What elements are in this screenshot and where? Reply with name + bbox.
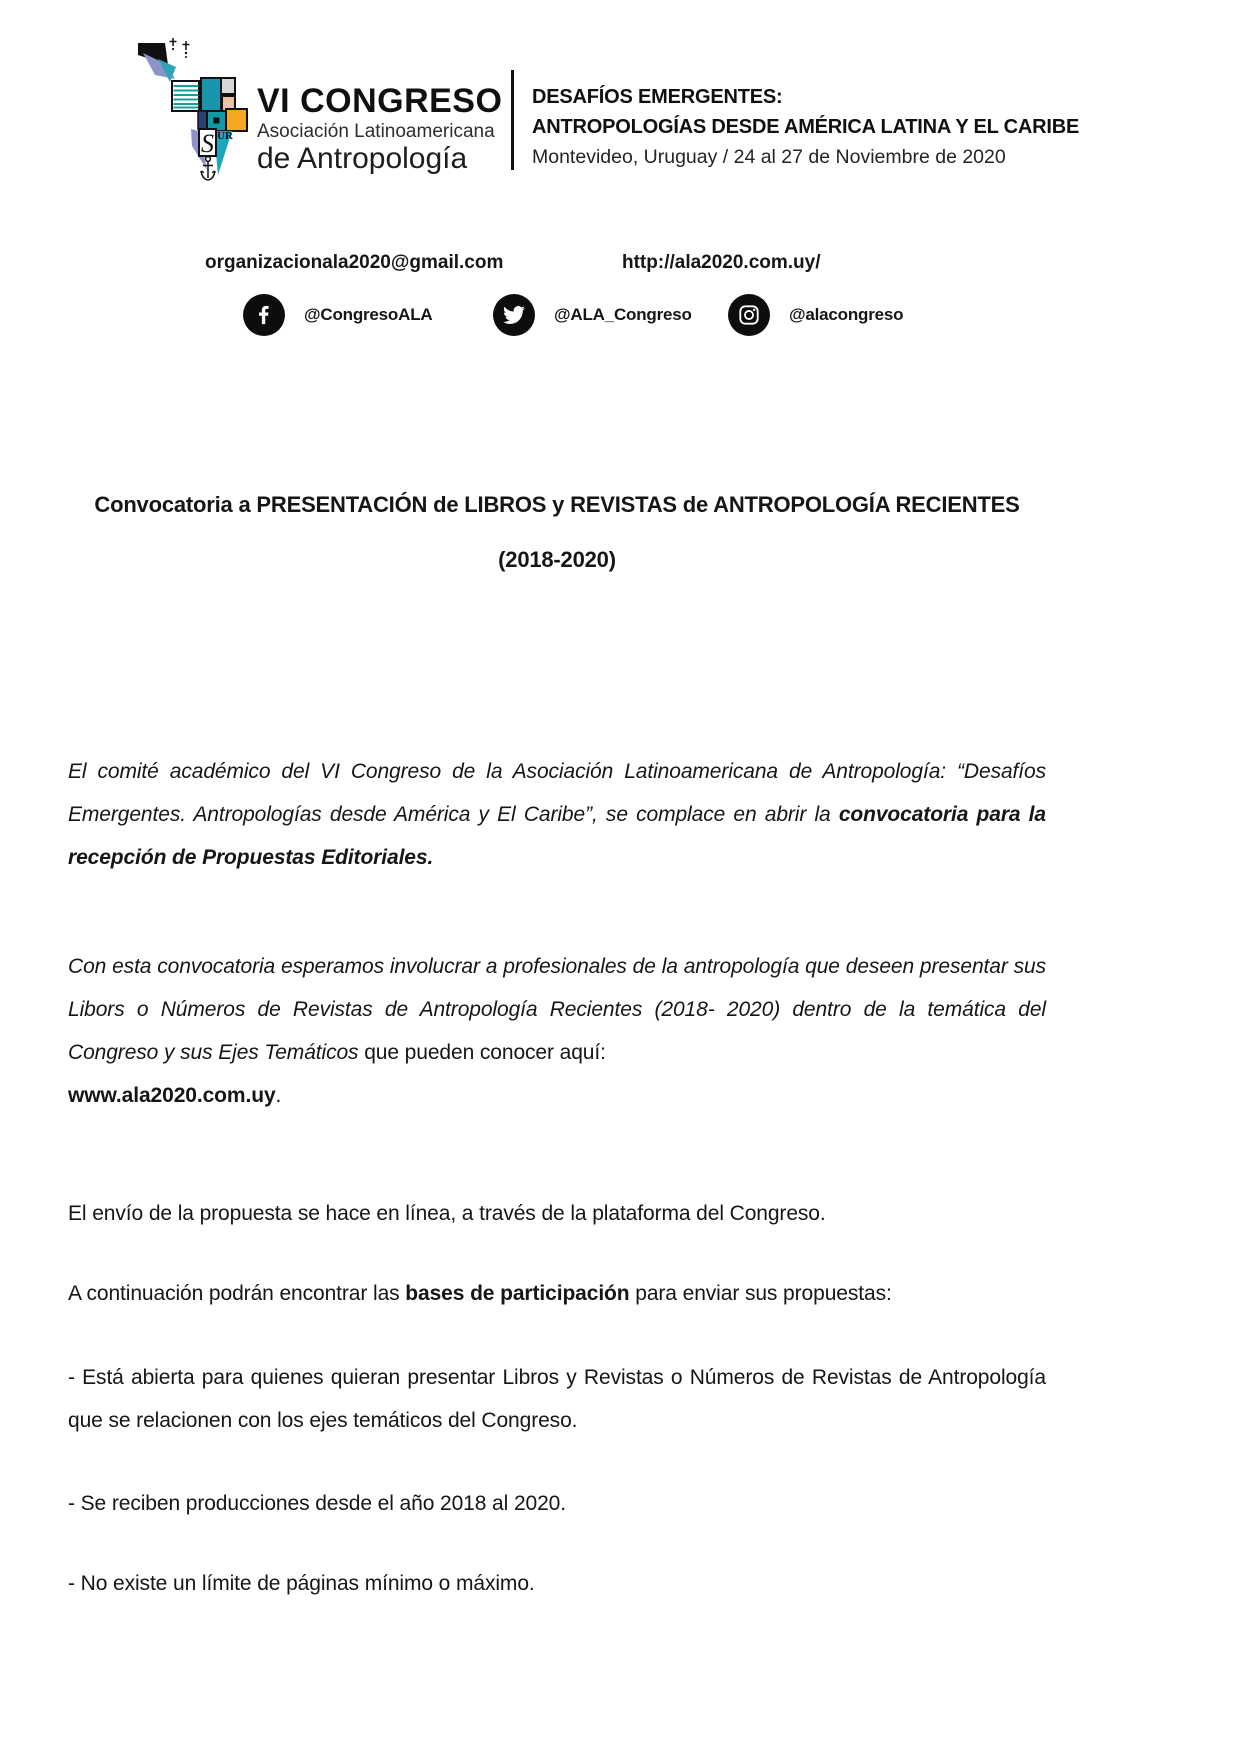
twitter-icon: [493, 294, 535, 336]
paragraph-bases-post: para enviar sus propuestas:: [629, 1282, 892, 1305]
logo-orange-block: [226, 109, 247, 131]
paragraph-convocatoria: [68, 945, 1046, 1117]
paragraph-intro-bold: convocatoria para la recepción de Propuestas Editoriales.: [68, 803, 1046, 869]
facebook-handle: @CongresoALA: [304, 305, 433, 324]
paragraph-intro-text: El comité académico del VI Congreso de la Asociación Latinoamericana de Antropología: “Desafíos Emergentes. Antropologías desde América y El Caribe”, se complace en abrir la: [68, 760, 1046, 826]
logo-title: VI CONGRESO: [257, 82, 503, 120]
paragraph-bases: [68, 1272, 1046, 1315]
paragraph-convocatoria-regular: que pueden conocer aquí:: [358, 1041, 606, 1064]
logo-subtitle: Asociación Latinoamericana: [257, 121, 495, 142]
event-title-line1: DESAFÍOS EMERGENTES:: [532, 86, 783, 108]
logo-sur-ur: UR: [217, 130, 233, 142]
event-location-date: Montevideo, Uruguay / 24 al 27 de Noviembre de 2020: [532, 146, 1006, 168]
website-url-text[interactable]: www.ala2020.com.uy: [68, 1084, 276, 1107]
instagram-handle: @alacongreso: [789, 305, 904, 324]
header-divider: [511, 70, 514, 170]
document-title-line1: Convocatoria a PRESENTACIÓN de LIBROS y REVISTAS de ANTROPOLOGÍA RECIENTES: [94, 492, 1020, 517]
ala-sur-map-logo-icon: [113, 32, 248, 182]
logo-dot: [214, 118, 220, 124]
bullet-item-1: - Está abierta para quienes quieran presentar Libros y Revistas o Números de Revistas de Antropología que se relacionen con los ejes temáticos del Congreso.: [68, 1366, 1046, 1432]
logo-wordmark: [257, 84, 502, 175]
bullet-item-3: - No existe un límite de páginas mínimo o máximo.: [68, 1572, 535, 1595]
logo-subtitle-2: de Antropología: [257, 142, 468, 175]
paragraph-bases-bold: bases de participación: [405, 1282, 630, 1305]
bullet-item-2: - Se reciben producciones desde el año 2018 al 2020.: [68, 1492, 566, 1515]
sparkle-icons: [170, 38, 190, 58]
logo-gray-block: [221, 78, 235, 94]
logo-teal-block: [201, 78, 221, 111]
twitter-link[interactable]: [493, 294, 692, 336]
event-banner: [532, 82, 1079, 172]
document-title: [68, 477, 1046, 587]
event-title-line2: ANTROPOLOGÍAS DESDE AMÉRICA LATINA Y EL CARIBE: [532, 116, 1080, 138]
contact-email[interactable]: organizacionala2020@gmail.com: [205, 252, 504, 273]
paragraph-intro: [68, 750, 1046, 879]
instagram-icon: [728, 294, 770, 336]
logo-navy-block: [198, 111, 207, 129]
website-url-period: .: [275, 1084, 282, 1107]
contact-website[interactable]: http://ala2020.com.uy/: [622, 252, 821, 273]
logo-sur-s: S: [201, 129, 214, 158]
facebook-icon: [243, 294, 285, 336]
facebook-link[interactable]: [243, 294, 432, 336]
paragraph-convocatoria-text: Con esta convocatoria esperamos involucrar a profesionales de la antropología que deseen presentar sus Libors o Números de Revistas de Antropología Recientes (2018- 2020) dentro de la temática del Congreso y sus Ejes Temáticos: [68, 955, 1046, 1064]
document-title-line2: (2018-2020): [498, 547, 616, 572]
paragraph-bases-pre: A continuación podrán encontrar las: [68, 1282, 406, 1305]
paragraph-envio: El envío de la propuesta se hace en línea, a través de la plataforma del Congreso.: [68, 1202, 826, 1225]
instagram-link[interactable]: [728, 294, 903, 336]
twitter-handle: @ALA_Congreso: [554, 305, 692, 324]
